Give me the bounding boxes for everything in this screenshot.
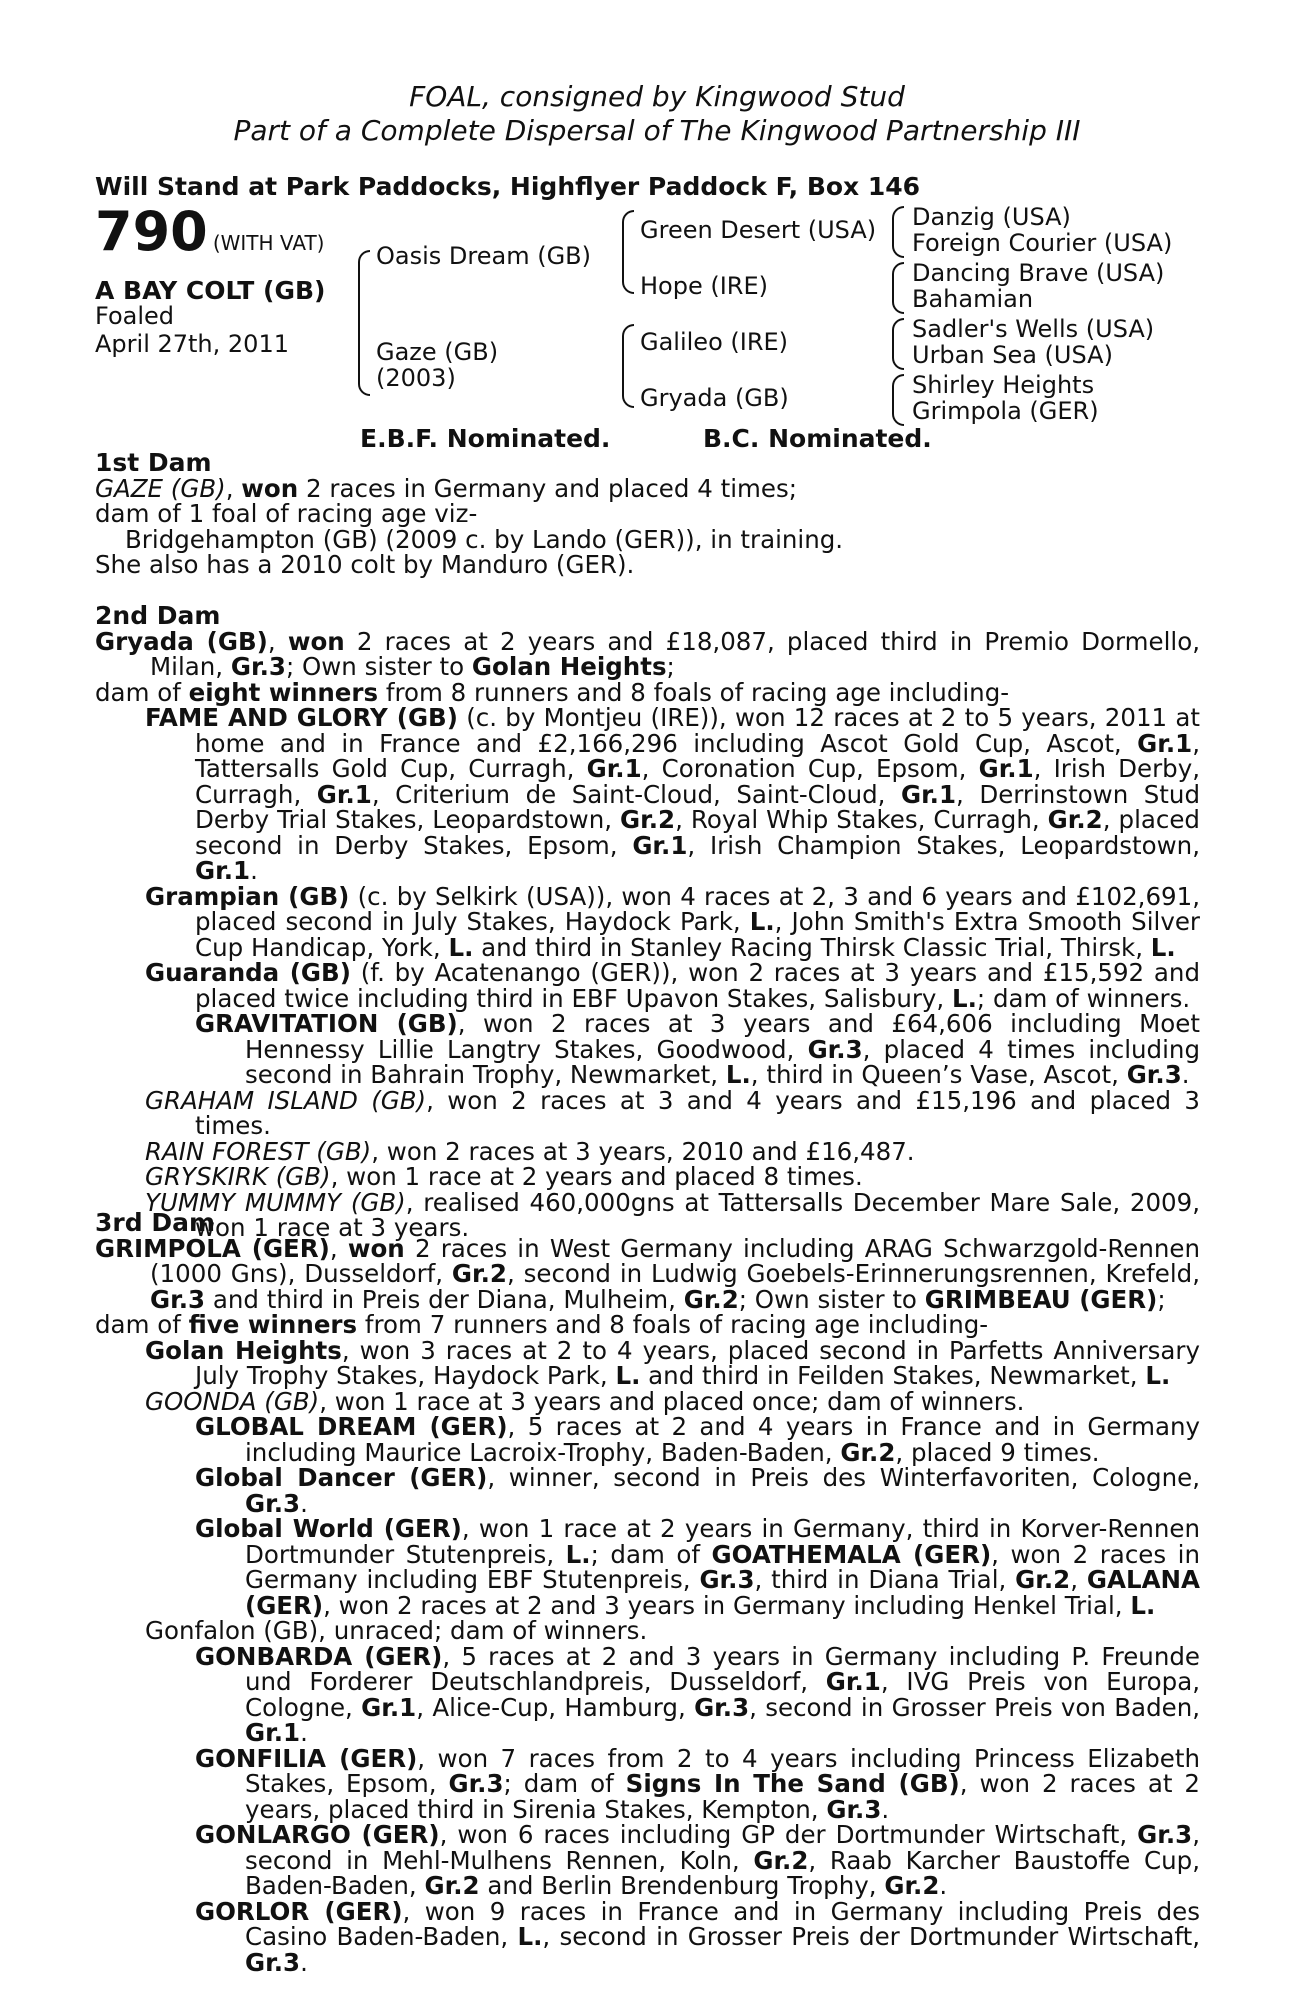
bold-run: Global World (GER) (195, 1514, 462, 1543)
produce-entry (95, 705, 1200, 884)
first-dam-record (95, 473, 1200, 503)
section-heading: 2nd Dam (95, 601, 221, 630)
sire-sire: Green Desert (USA) (640, 216, 877, 244)
bold-run: L. (565, 1539, 591, 1569)
ped-dds: Shirley Heights (912, 371, 1095, 399)
gen3-brace-3 (892, 318, 904, 370)
bold-run: Gr.2 (840, 1437, 896, 1467)
text-run: 2 races in Germany and placed 4 times; (298, 473, 797, 503)
bold-run: Gr.3 (694, 1692, 750, 1722)
bold-run: Gr.1 (245, 1718, 301, 1747)
text-run: , (329, 1233, 348, 1263)
ped-sss: Danzig (USA) (912, 203, 1071, 231)
text-run: , won 2 races at 3 years and £64,606 including Moet Hennessy Lillie Langtry Stakes, Goodwood, (245, 1009, 1200, 1064)
text-run: , IVG Preis von Europa, Cologne, (245, 1667, 1200, 1722)
produce-entry (95, 677, 1200, 707)
text-run: , 5 races at 2 and 4 years in France and in Germany including Maurice Lacroix-Trophy, Baden-Baden, (245, 1412, 1200, 1467)
bold-run: L. (1150, 932, 1176, 962)
bold-run: Gr.1 (900, 779, 957, 809)
produce-entry (95, 1896, 1200, 1977)
produce-entry (95, 626, 1200, 681)
text-run: , Criterium de Saint-Cloud, Saint-Cloud, (371, 779, 901, 809)
text-run: . (300, 1718, 308, 1747)
bold-run: Gr.3 (245, 1488, 301, 1518)
text-run: , won 6 races including GP der Dortmunder Wirtschaft, (439, 1820, 1138, 1849)
bold-run: Gr.2 (1047, 805, 1103, 834)
text-run: ; dam of winners. (976, 983, 1191, 1013)
dam-year: (2003) (376, 364, 456, 392)
produce-entry (95, 1085, 1200, 1140)
ped-ssd: Foreign Courier (USA) (912, 229, 1173, 257)
gen3-brace-2 (892, 262, 904, 314)
produce-entry (95, 1312, 1200, 1338)
text-run: 2 races at 2 years and £18,087, placed third in Premio Dormello, Milan, (150, 626, 1200, 681)
text-run: , won 2 races at 2 and 3 years in Germany including Henkel Trial, (323, 1590, 1131, 1620)
second-dam-body (95, 626, 1201, 1242)
produce-entry (95, 1136, 1200, 1166)
text-run: , Raab Karcher Baustoffe Cup, Baden-Baden, (245, 1845, 1200, 1900)
dam-brace (622, 324, 634, 408)
bold-run: Gr.2 (620, 805, 676, 834)
produce-entry (95, 1335, 1201, 1390)
text-run: . (881, 1794, 890, 1824)
stand-location: Will Stand at Park Paddocks, Highflyer Paddock F, Box 146 (95, 172, 921, 201)
text-run: ; Own sister to (738, 1284, 925, 1314)
dam: Gaze (GB) (376, 338, 499, 366)
bold-run: won (241, 473, 299, 503)
lot-number-block (95, 200, 325, 263)
produce-entry (95, 1618, 1200, 1644)
bold-run: Guaranda (GB) (145, 958, 351, 987)
text-run: , 5 races at 2 and 3 years in Germany including P. Freunde und Forderer Deutschlandpreis, Dusseldorf, (245, 1641, 1200, 1696)
vat-note: (WITH VAT) (212, 231, 325, 255)
bold-run: Gr.3 (807, 1034, 863, 1064)
bold-run: GRIMBEAU (GER) (924, 1284, 1158, 1314)
text-run: (c. by Montjeu (IRE)), won 12 races at 2 to 5 years, 2011 at home and in France and £2,166,296 including Ascot Gold Cup, Ascot, (195, 703, 1200, 758)
bold-run: Gr.1 (195, 856, 251, 885)
section-heading: 1st Dam (95, 448, 212, 477)
bold-run: Gr.3 (230, 652, 286, 681)
bold-run: won (347, 1233, 405, 1263)
bold-run: L. (1130, 1590, 1156, 1620)
ped-dsd: Urban Sea (USA) (912, 341, 1113, 369)
bold-run: Golan Heights (471, 652, 667, 681)
italic-run: GRAHAM ISLAND (GB) (145, 1085, 427, 1115)
text-run: . (939, 1871, 948, 1900)
foaled-label: Foaled (95, 302, 175, 330)
sire: Oasis Dream (GB) (376, 242, 591, 270)
text-run: , Tattersalls Gold Cup, Curragh, (195, 728, 1200, 783)
bold-run: Golan Heights (145, 1335, 342, 1365)
bold-run: won (287, 626, 345, 656)
bold-run: L. (615, 1361, 641, 1390)
text-run: , winner, second in Preis des Winterfavoriten, Cologne, (487, 1463, 1200, 1492)
bold-run: Gr.2 (424, 1871, 480, 1900)
produce-entry (95, 881, 1201, 962)
text-run: , won 2 races at 2 years, placed third in Sirenia Stakes, Kempton, (245, 1769, 1200, 1824)
text-run: , John Smith's Extra Smooth Silver Cup Handicap, York, (195, 907, 1200, 962)
text-run: , won 7 races from 2 to 4 years including Princess Elizabeth Stakes, Epsom, (245, 1743, 1201, 1798)
produce-entry (95, 1516, 1200, 1618)
bold-run: Gr.2 (753, 1845, 809, 1875)
produce-entry (95, 1822, 1200, 1899)
bold-run: Gr.2 (683, 1284, 739, 1314)
text-run: , won 3 races at 2 to 4 years, placed second in Parfetts Anniversary July Trophy Stakes, Haydock Park, (195, 1335, 1201, 1390)
text-run: (c. by Selkirk (USA)), won 4 races at 2, 3 and 6 years and £102,691, placed second in July Stakes, Haydock Park, (195, 881, 1201, 936)
text-run: from 7 runners and 8 foals of racing age including- (357, 1310, 989, 1339)
consignor-line: FOAL, consigned by Kingwood Stud (409, 80, 905, 113)
bold-run: Signs In The Sand (GB) (625, 1769, 960, 1798)
text-run: and third in Preis der Diana, Mulheim, (205, 1284, 684, 1314)
first-dam-produce-intro: dam of 1 foal of racing age viz- (95, 499, 478, 528)
italic-run: GOONDA (GB) (145, 1386, 320, 1416)
bold-run: eight winners (188, 677, 379, 707)
text-run: . (1181, 1060, 1190, 1089)
text-run: , Derrinstown Stud Derby Trial Stakes, Leopardstown, (195, 779, 1200, 834)
text-run: . (250, 856, 258, 885)
text-run: , won 1 race at 2 years in Germany, third in Korver-Rennen Dortmunder Stutenpreis, (245, 1514, 1200, 1569)
text-run: Gonfalon (GB), unraced; dam of winners. (145, 1616, 648, 1645)
dispersal-line: Part of a Complete Dispersal of The Kingwood Partnership III (233, 114, 1081, 147)
ped-sds: Dancing Brave (USA) (912, 259, 1165, 287)
text-run: , realised 460,000gns at Tattersalls December Mare Sale, 2009, won 1 race at 3 years. (195, 1187, 1200, 1242)
text-run: and third in Stanley Racing Thirsk Classic Trial, Thirsk, (473, 932, 1151, 962)
text-run: , second in Mehl-Mulhens Rennen, Koln, (245, 1820, 1201, 1875)
bold-run: L. (952, 983, 977, 1013)
third-dam-body (95, 1233, 1201, 1977)
italic-run: YUMMY MUMMY (GB) (145, 1187, 406, 1217)
ebf-nomination: E.B.F. Nominated. (360, 424, 611, 453)
text-run: ; (666, 652, 675, 681)
text-run: . (300, 1488, 308, 1518)
bold-run: Gr.2 (884, 1871, 940, 1900)
produce-entry (95, 960, 1200, 1011)
bold-run: Gr.3 (1137, 1820, 1193, 1849)
bold-run: L. (448, 932, 474, 962)
ped-ddd: Grimpola (GER) (912, 397, 1099, 425)
second-dam-section (95, 603, 1200, 1241)
produce-entry (95, 1011, 1200, 1088)
text-run: , won 1 race at 3 years and placed once; dam of winners. (319, 1386, 1025, 1416)
text-run: , second in Grosser Preis von Baden, (749, 1692, 1201, 1722)
italic-run: RAIN FOREST (GB) (145, 1136, 372, 1166)
bold-run: Gr.3 (150, 1284, 206, 1314)
text-run: , second in Ludwig Goebels-Erinnerungsrennen, Krefeld, (506, 1259, 1200, 1288)
bold-run: Gr.2 (1015, 1565, 1071, 1594)
text-run: , (225, 473, 242, 503)
bold-run: GRIMPOLA (GER) (95, 1233, 330, 1263)
text-run: , won 2 races in Germany including EBF Stutenpreis, (245, 1539, 1201, 1594)
italic-run: GAZE (GB) (95, 473, 226, 503)
bold-run: Gr.1 (361, 1692, 417, 1722)
bold-run: Gryada (GB) (95, 626, 268, 656)
pedigree-brace (358, 250, 370, 396)
text-run: ; Own sister to (285, 652, 472, 681)
text-run: ; dam of (503, 1769, 626, 1798)
bold-run: Grampian (GB) (145, 881, 350, 911)
bold-run: L. (517, 1922, 543, 1951)
text-run: dam of (95, 677, 189, 707)
bold-run: GOATHEMALA (GER) (711, 1539, 992, 1569)
produce-entry (95, 1164, 1200, 1190)
bold-run: Gr.1 (825, 1667, 881, 1696)
third-dam-section (95, 1210, 1200, 1975)
lot-title: A BAY COLT (GB) (95, 276, 326, 305)
lot-number: 790 (95, 200, 208, 263)
bold-run: GONFILIA (GER) (195, 1743, 418, 1773)
first-dam-foal: Bridgehampton (GB) (2009 c. by Lando (GER)), in training. (125, 524, 844, 554)
text-run: , won 2 races at 3 and 4 years and £15,196 and placed 3 times. (195, 1085, 1200, 1140)
first-dam-section (95, 450, 1200, 578)
bold-run: GORLOR (GER) (195, 1896, 403, 1926)
bold-run: five winners (188, 1310, 358, 1339)
bold-run: L. (749, 907, 775, 936)
sire-brace (622, 210, 634, 294)
bold-run: Gr.2 (451, 1259, 507, 1288)
ped-dss: Sadler's Wells (USA) (912, 315, 1155, 343)
bold-run: Gr.1 (632, 830, 688, 860)
text-run: , Royal Whip Stakes, Curragh, (675, 805, 1048, 834)
bold-run: Gr.3 (1126, 1060, 1182, 1089)
bold-run: GONBARDA (GER) (195, 1641, 443, 1671)
produce-entry (95, 1465, 1200, 1516)
produce-entry (95, 1386, 1200, 1416)
bold-run: GLOBAL DREAM (GER) (195, 1412, 508, 1441)
text-run: , won 9 races in France and in Germany including Preis des Casino Baden-Baden, (245, 1896, 1200, 1951)
text-run: . (300, 1947, 308, 1977)
dam-sire: Galileo (IRE) (640, 328, 789, 356)
text-run: , second in Grosser Preis der Dortmunder Wirtschaft, (542, 1922, 1200, 1951)
gen3-brace-4 (892, 374, 904, 426)
produce-entry (95, 1414, 1200, 1465)
text-run: , placed second in Derby Stakes, Epsom, (195, 805, 1200, 860)
text-run: , third in Queen’s Vase, Ascot, (750, 1060, 1127, 1089)
text-run: , Alice-Cup, Hamburg, (416, 1692, 695, 1722)
bold-run: Gr.1 (586, 754, 642, 783)
text-run: , (1070, 1565, 1087, 1594)
text-run: , third in Diana Trial, (754, 1565, 1016, 1594)
bold-run: GRAVITATION (GB) (195, 1009, 458, 1038)
bold-run: GONLARGO (GER) (195, 1820, 440, 1849)
text-run: ; (1157, 1284, 1166, 1314)
text-run: (f. by Acatenango (GER)), won 2 races at 3 years and £15,592 and placed twice including third in EBF Upavon Stakes, Salisbury, (195, 958, 1201, 1013)
bold-run: L. (1145, 1361, 1171, 1390)
text-run: , Irish Derby, Curragh, (195, 754, 1200, 809)
bold-run: L. (725, 1060, 751, 1089)
text-run: , placed 4 times including second in Bahrain Trophy, Newmarket, (245, 1034, 1200, 1089)
bold-run: Global Dancer (GER) (195, 1463, 488, 1492)
bold-run: FAME AND GLORY (GB) (145, 703, 458, 732)
produce-entry (95, 1233, 1200, 1314)
text-run: dam of (95, 1310, 189, 1339)
produce-entry (95, 1743, 1201, 1824)
first-dam-other-foal: She also has a 2010 colt by Manduro (GER). (95, 550, 635, 579)
sire-dam: Hope (IRE) (640, 272, 769, 300)
bc-nomination: B.C. Nominated. (703, 424, 932, 453)
italic-run: GRYSKIRK (GB) (145, 1162, 331, 1191)
foaled-date: April 27th, 2011 (95, 330, 289, 358)
text-run: , Irish Champion Stakes, Leopardstown, (687, 830, 1201, 860)
bold-run: Gr.1 (316, 779, 372, 809)
ped-sdd: Bahamian (912, 285, 1034, 313)
gen3-brace-1 (892, 206, 904, 258)
text-run: 2 races in West Germany including ARAG Schwarzgold-Rennen (1000 Gns), Dusseldorf, (150, 1233, 1200, 1288)
bold-run: Gr.1 (1137, 728, 1193, 758)
bold-run: Gr.3 (826, 1794, 882, 1824)
bold-run: Gr.1 (978, 754, 1034, 783)
bold-run: Gr.3 (245, 1947, 301, 1977)
text-run: and third in Feilden Stakes, Newmarket, (640, 1361, 1146, 1390)
text-run: , Coronation Cup, Epsom, (641, 754, 979, 783)
produce-entry (95, 1641, 1201, 1747)
bold-run: Gr.3 (699, 1565, 755, 1594)
dam-dam: Gryada (GB) (640, 384, 789, 412)
bold-run: GALANA (GER) (245, 1565, 1200, 1620)
section-heading: 3rd Dam (95, 1208, 215, 1237)
text-run: from 8 runners and 8 foals of racing age including- (378, 677, 1010, 707)
text-run: , won 2 races at 3 years, 2010 and £16,487. (371, 1136, 915, 1166)
text-run: , (267, 626, 288, 656)
text-run: ; dam of (590, 1539, 712, 1569)
bold-run: Gr.3 (448, 1769, 504, 1798)
text-run: , won 1 race at 2 years and placed 8 times. (330, 1162, 863, 1191)
text-run: , placed 9 times. (895, 1437, 1100, 1467)
text-run: and Berlin Brendenburg Trophy, (479, 1871, 885, 1900)
